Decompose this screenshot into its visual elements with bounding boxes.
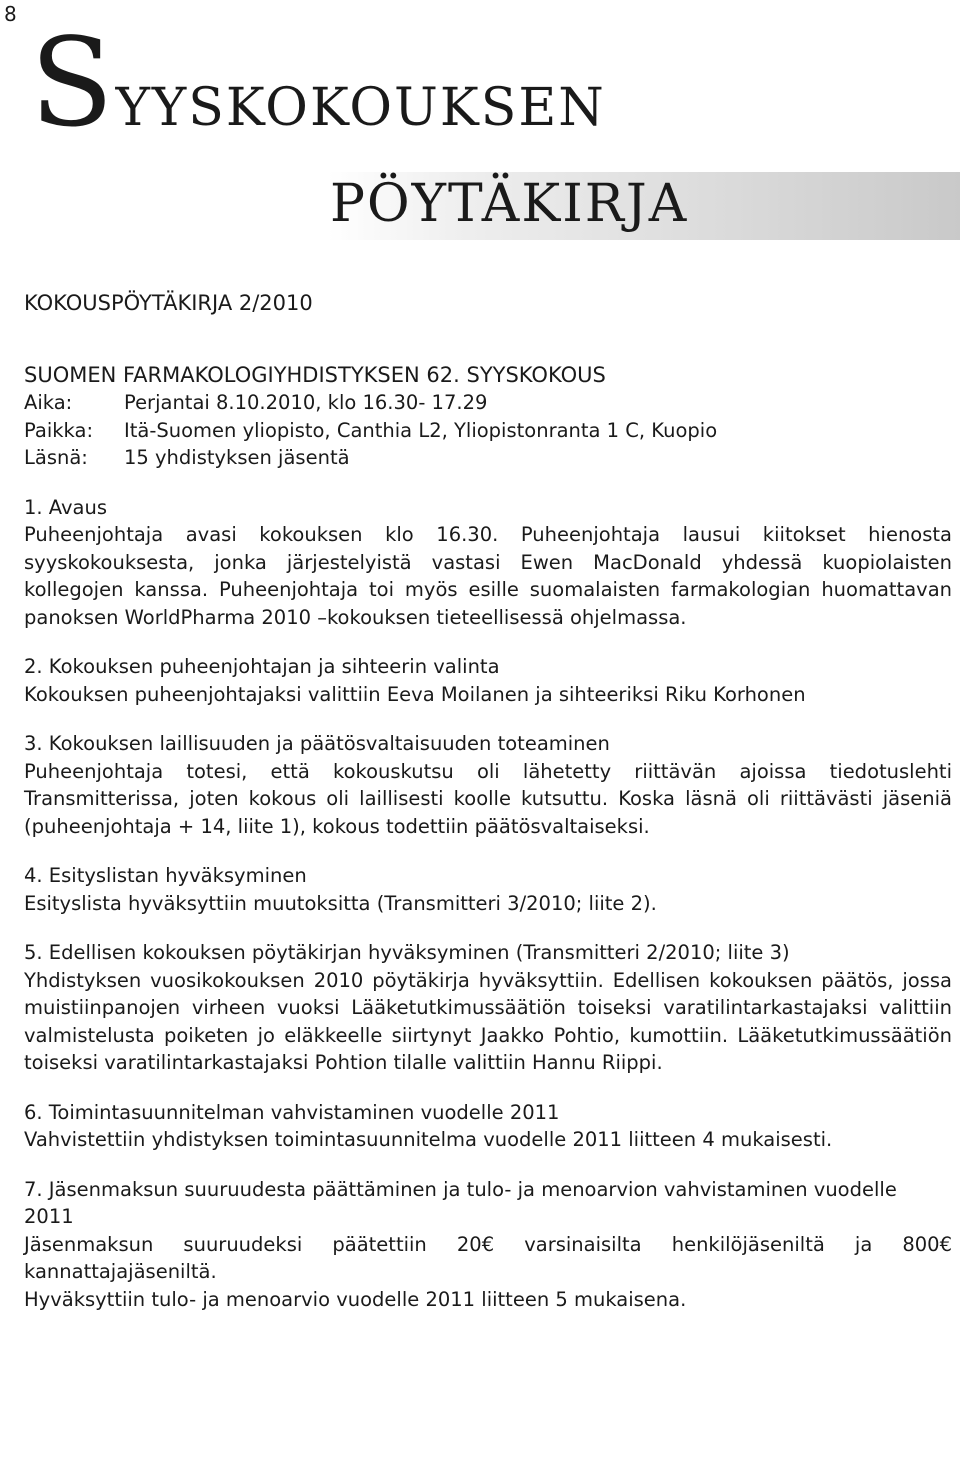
section-heading: 5. Edellisen kokouksen pöytäkirjan hyväksyminen (Transmitteri 2/2010; liite 3) [24, 941, 790, 964]
section-7 [24, 1176, 952, 1314]
meta-key: Läsnä: [24, 446, 88, 469]
meta-key: Paikka: [24, 418, 94, 442]
section-heading: 3. Kokouksen laillisuuden ja päätösvaltaisuuden toteaminen [24, 732, 610, 755]
section-1 [24, 494, 952, 632]
page-number: 8 [4, 2, 17, 26]
section-body: Kokouksen puheenjohtajaksi valittiin Eeva Moilanen ja sihteeriksi Riku Korhonen [24, 682, 806, 706]
section-body: Vahvistettiin yhdistyksen toimintasuunnitelma vuodelle 2011 liitteen 4 mukaisesti. [24, 1128, 833, 1151]
section-heading: 7. Jäsenmaksun suuruudesta päättäminen ja tulo- ja menoarvion vahvistaminen vuodelle 2011 [24, 1177, 897, 1228]
title-line-1-rest: YYSKOKOUKSEN [115, 78, 606, 138]
section-body: Puheenjohtaja totesi, että kokouskutsu oli lähetetty riittävän ajoissa tiedotuslehti Transmitterissa, joten kokous oli laillisesti koolle kutsuttu. Koska läsnä oli riittävästi jäseniä (puheenjohtaja + 14, liite 1), kokous todettiin päätösvaltaiseksi. [24, 759, 952, 838]
section-2 [24, 653, 952, 708]
section-3 [24, 730, 952, 840]
page-title-line-2: PÖYTÄKIRJA [330, 174, 689, 234]
section-heading: 2. Kokouksen puheenjohtajan ja sihteerin valinta [24, 655, 500, 678]
meta-value: Itä-Suomen yliopisto, Canthia L2, Yliopistonranta 1 C, Kuopio [124, 418, 718, 442]
section-heading: 6. Toimintasuunnitelman vahvistaminen vuodelle 2011 [24, 1100, 560, 1124]
meta-row-present [24, 444, 952, 472]
section-body: Esityslista hyväksyttiin muutoksitta (Transmitteri 3/2010; liite 2). [24, 891, 657, 915]
title-drop-initial: S [30, 12, 114, 154]
section-body: Hyväksyttiin tulo- ja menoarvio vuodelle 2011 liitteen 5 mukaisena. [24, 1287, 687, 1311]
section-4 [24, 862, 952, 917]
section-heading: 4. Esityslistan hyväksyminen [24, 864, 307, 887]
section-body: Jäsenmaksun suuruudeksi päätettiin 20€ varsinaisilta henkilöjäseniltä ja 800€ kannattajajäseniltä. [24, 1232, 952, 1283]
meta-key: Aika: [24, 391, 73, 414]
meta-value: Perjantai 8.10.2010, klo 16.30- 17.29 [124, 391, 488, 414]
minutes-content [24, 290, 952, 1313]
section-6 [24, 1099, 952, 1154]
meta-row-place [24, 417, 952, 445]
section-body: Yhdistyksen vuosikokouksen 2010 pöytäkirja hyväksyttiin. Edellisen kokouksen päätös, jossa muistiinpanojen virheen vuoksi Lääketutkimussäätiön toiseksi varatilintarkastajaksi valittiin valmistelusta poiketen jo eläkkeelle siirtynyt Jaakko Pohtio, kumottiin. Lääketutkimussäätiön toiseksi varatilintarkastajaksi Pohtion tilalle valittiin Hannu Riippi. [24, 968, 952, 1074]
document-id: KOKOUSPÖYTÄKIRJA 2/2010 [24, 291, 313, 315]
page-title-line-1 [30, 12, 606, 154]
meta-value: 15 yhdistyksen jäsentä [124, 446, 350, 469]
meta-row-time [24, 389, 952, 417]
section-5 [24, 939, 952, 1077]
section-body: Puheenjohtaja avasi kokouksen klo 16.30. Puheenjohtaja lausui kiitokset hienosta syyskokouksesta, jonka järjestelyistä vastasi Ewen MacDonald yhdessä kuopiolaisten kollegojen kanssa. Puheenjohtaja toi myös esille suomalaisten farmakologian huomattavan panoksen WorldPharma 2010 –kokouksen tieteellisessä ohjelmassa. [24, 523, 952, 629]
section-heading: 1. Avaus [24, 495, 108, 519]
meeting-title: SUOMEN FARMAKOLOGIYHDISTYKSEN 62. SYYSKOKOUS [24, 362, 606, 387]
